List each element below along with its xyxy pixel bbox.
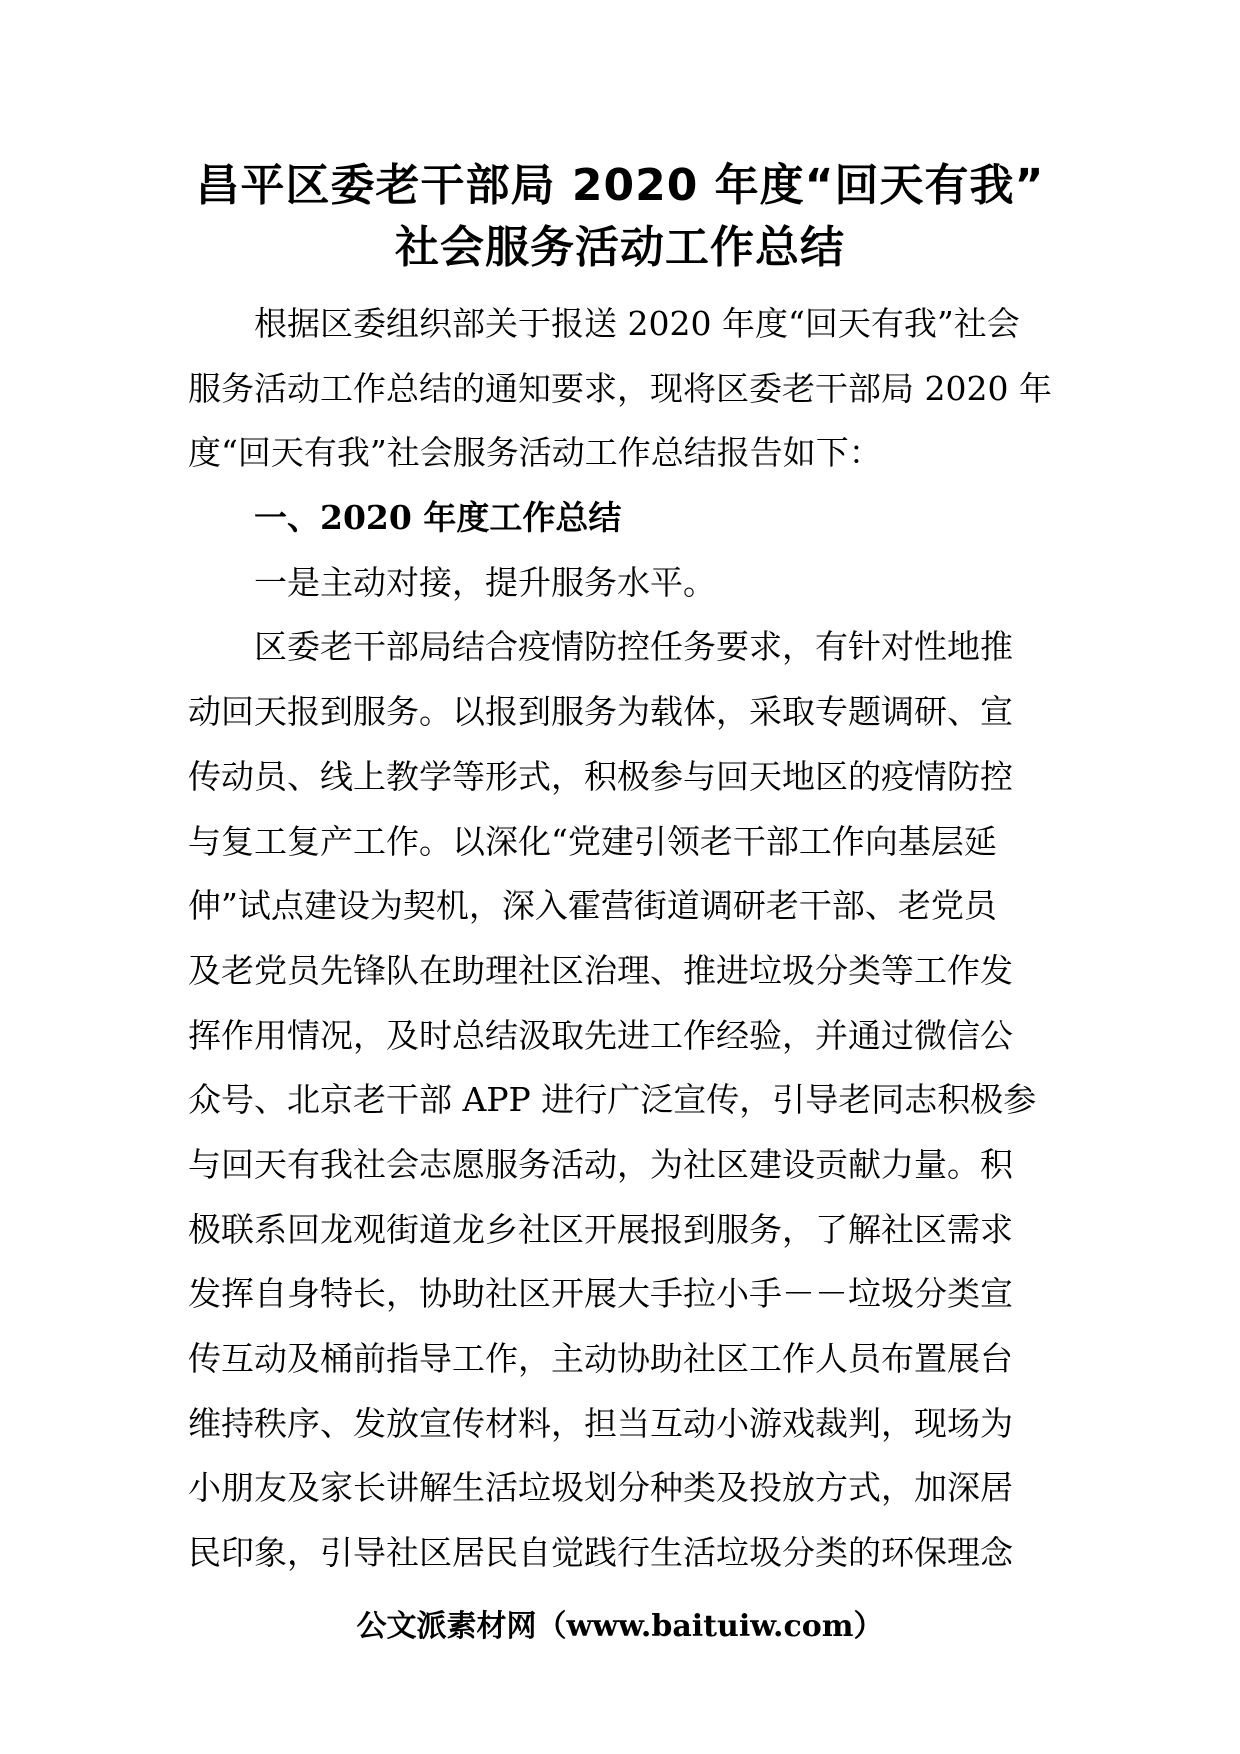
paragraph-line: 伸”试点建设为契机，深入霍营街道调研老干部、老党员	[188, 886, 997, 926]
paragraph-line: 传动员、线上教学等形式，积极参与回天地区的疫情防控	[188, 756, 1013, 796]
paragraph-line: 民印象，引导社区居民自觉践行生活垃圾分类的环保理念	[188, 1533, 1013, 1573]
paragraph-line: 小朋友及家长讲解生活垃圾划分种类及投放方式，加深居	[188, 1468, 1013, 1508]
paragraph-line: 与复工复产工作。以深化“党建引领老干部工作向基层延	[188, 821, 997, 861]
paragraph-line: 及老党员先锋队在助理社区治理、推进垃圾分类等工作发	[188, 950, 1013, 990]
title-line-2: 社会服务活动工作总结	[395, 222, 845, 273]
paragraph-line: 发挥自身特长，协助社区开展大手拉小手－－垃圾分类宣	[188, 1274, 1013, 1314]
paragraph-line: 传互动及桶前指导工作，主动协助社区工作人员布置展台	[188, 1339, 1013, 1378]
paragraph-line: 与回天有我社会志愿服务活动，为社区建设贡献力量。积	[188, 1144, 1013, 1184]
paragraph-line: 极联系回龙观街道龙乡社区开展报到服务，了解社区需求	[188, 1209, 1013, 1249]
paragraph-line: 动回天报到服务。以报到服务为载体，采取专题调研、宣	[188, 692, 1013, 732]
paragraph-line: 维持秩序、发放宣传材料，担当互动小游戏裁判，现场为	[188, 1403, 1013, 1443]
document-title	[0, 155, 1240, 279]
document-body	[188, 292, 1058, 1586]
title-line-1: 昌平区委老干部局 2020 年度“回天有我”	[195, 160, 1045, 211]
paragraph-line: 挥作用情况，及时总结汲取先进工作经验，并通过微信公	[188, 1015, 1013, 1055]
paragraph-line: 区委老干部局结合疫情防控任务要求，有针对性地推	[254, 627, 1013, 667]
subheading: 一是主动对接，提升服务水平。	[254, 562, 716, 602]
section-heading: 一、2020 年度工作总结	[254, 498, 622, 538]
paragraph-line: 众号、北京老干部 APP 进行广泛宣传，引导老同志积极参	[188, 1080, 1037, 1120]
intro-line: 度“回天有我”社会服务活动工作总结报告如下：	[188, 433, 882, 473]
intro-line: 根据区委组织部关于报送 2020 年度“回天有我”社会	[254, 304, 1020, 343]
intro-line: 服务活动工作总结的通知要求，现将区委老干部局 2020 年	[188, 368, 1052, 408]
footer-watermark: 公文派素材网（www.baituiw.com）	[356, 1609, 884, 1644]
